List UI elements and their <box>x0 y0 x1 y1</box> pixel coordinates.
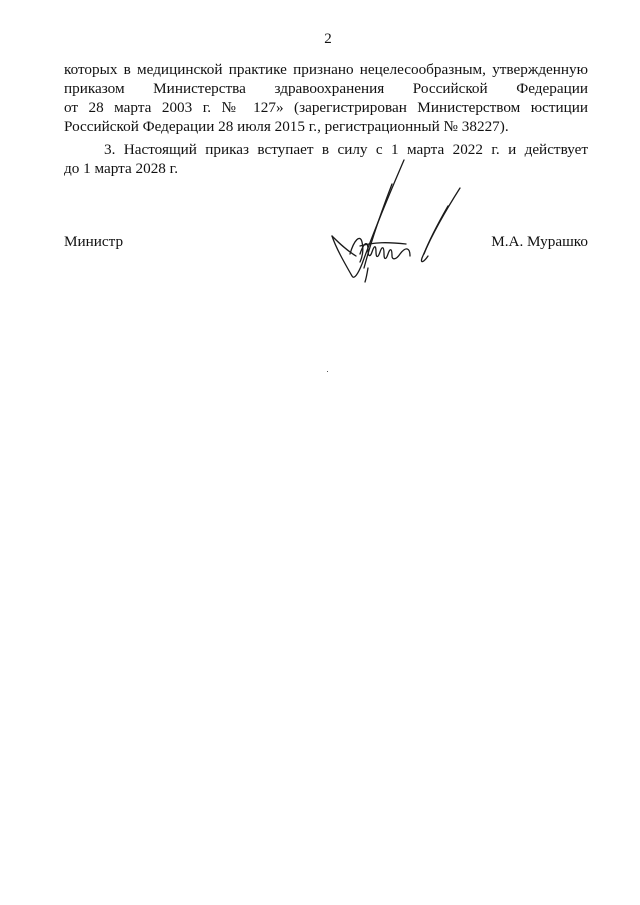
text-line: приказом Министерства здравоохранения Российской Федерации <box>64 80 588 97</box>
handwritten-signature <box>322 158 462 284</box>
text-line: которых в медицинской практике признано нецелесообразным, утвержденную <box>64 61 588 78</box>
signatory-name: М.А. Мурашко <box>491 233 588 250</box>
paragraph-2-continuation <box>64 60 588 136</box>
text-line: до 1 марта 2028 г. <box>64 160 178 177</box>
page-number: 2 <box>324 31 332 47</box>
scan-speck <box>327 371 328 372</box>
text-line: 3. Настоящий приказ вступает в силу с 1 марта 2022 г. и действует <box>104 141 588 158</box>
signature-block <box>64 232 588 256</box>
signatory-position: Министр <box>64 233 124 250</box>
text-line: от 28 марта 2003 г. № 127» (зарегистрирован Министерством юстиции <box>64 99 588 116</box>
text-line: Российской Федерации 28 июля 2015 г., регистрационный № 38227). <box>64 118 509 135</box>
